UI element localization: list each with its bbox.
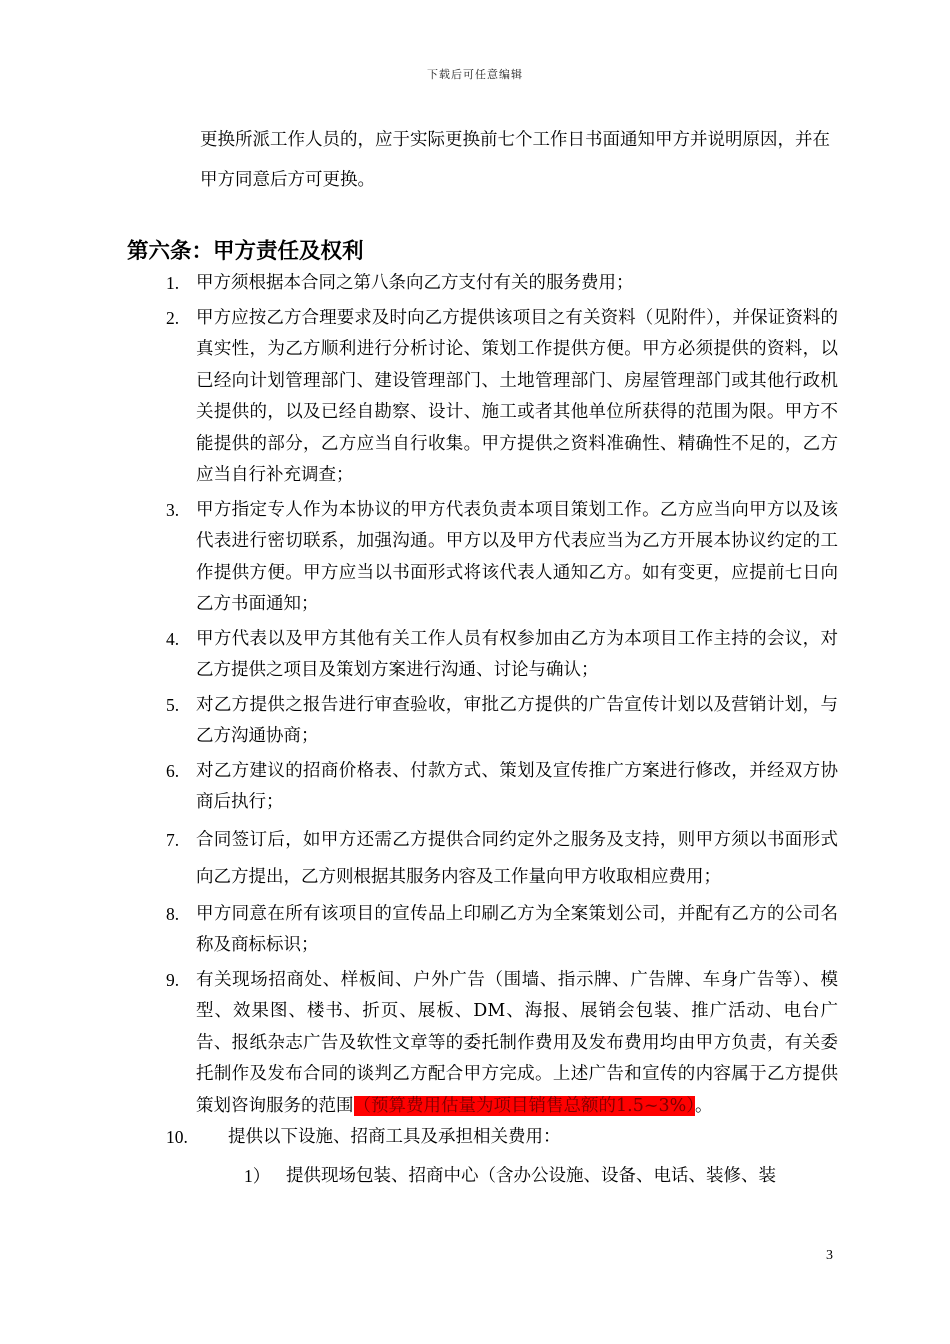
item-number: 3. xyxy=(166,499,180,520)
page-number: 3 xyxy=(826,1248,833,1263)
item-text: 甲方同意在所有该项目的宣传品上印刷乙方为全案策划公司，并配有乙方的公司名称及商标标识； xyxy=(196,903,838,955)
list-item xyxy=(0,965,838,1123)
item-number: 6. xyxy=(166,760,180,781)
item-number: 5. xyxy=(166,694,180,715)
item-text: 合同签订后，如甲方还需乙方提供合同约定外之服务及支持，则甲方须以书面形式向乙方提出，乙方则根据其服务内容及工作量向甲方收取相应费用； xyxy=(196,829,838,887)
item-number: 10. xyxy=(166,1127,188,1147)
item-text: 甲方指定专人作为本协议的甲方代表负责本项目策划工作。乙方应当向甲方以及该代表进行密切联系，加强沟通。甲方以及甲方代表应当为乙方开展本协议约定的工作提供方便。甲方应当以书面形式将该代表人通知乙方。如有变更，应提前七日向乙方书面通知； xyxy=(196,499,838,614)
item-number: 8. xyxy=(166,903,180,924)
item-text: 对乙方提供之报告进行审查验收，审批乙方提供的广告宣传计划以及营销计划，与乙方沟通协商； xyxy=(196,694,838,746)
list-item xyxy=(0,624,838,687)
page-header: 下载后可任意编辑 xyxy=(427,68,523,81)
list-item xyxy=(0,899,838,962)
list-item xyxy=(0,756,838,819)
item-number: 1. xyxy=(166,273,180,293)
sub-item-number: 1） xyxy=(244,1166,271,1186)
item-text: 提供以下设施、招商工具及承担相关费用： xyxy=(228,1127,561,1147)
item-text: 有关现场招商处、样板间、户外广告（围墙、指示牌、广告牌、车身广告等）、模型、效果图、楼书、折页、展板、DM、海报、展销会包装、推广活动、电台广告、报纸杂志广告及软性文章等的委托制作费用及发布费用均由甲方负责，有关委托制作及发布合同的谈判乙方配合甲方完成。上述广告和宣传的内容属于乙方提供策划咨询服务的范围 xyxy=(196,969,838,1116)
item-text-tail: 。 xyxy=(695,1095,713,1116)
item-number: 4. xyxy=(166,628,180,649)
list-item xyxy=(0,268,838,300)
item-text: 甲方应按乙方合理要求及时向乙方提供该项目之有关资料（见附件），并保证资料的真实性，为乙方顺利进行分析讨论、策划工作提供方便。甲方必须提供的资料，以已经向计划管理部门、建设管理部门、土地管理部门、房屋管理部门或其他行政机关提供的，以及已经自勘察、设计、施工或者其他单位所获得的范围为限。甲方不能提供的部分，乙方应当自行收集。甲方提供之资料准确性、精确性不足的，乙方应当自行补充调查； xyxy=(196,307,838,485)
list-item xyxy=(0,690,838,753)
item-number: 2. xyxy=(166,307,180,328)
item-text: 对乙方建议的招商价格表、付款方式、策划及宣传推广方案进行修改，并经双方协商后执行； xyxy=(196,760,838,812)
item-number: 9. xyxy=(166,969,180,990)
list-item xyxy=(0,495,838,621)
clause-list xyxy=(0,268,950,1125)
continuation-paragraph: 更换所派工作人员的，应于实际更换前七个工作日书面通知甲方并说明原因，并在甲方同意后方可更换。 xyxy=(200,130,830,190)
item-number: 7. xyxy=(166,829,180,850)
item-text: 甲方须根据本合同之第八条向乙方支付有关的服务费用； xyxy=(196,273,634,293)
list-item xyxy=(0,303,838,492)
budget-highlight: （预算费用估量为项目销售总额的1.5~3%） xyxy=(353,1095,696,1116)
sub-item-text: 提供现场包装、招商中心（含办公设施、设备、电话、装修、装 xyxy=(286,1166,776,1186)
section-heading: 第六条：甲方责任及权利 xyxy=(127,239,364,264)
list-item xyxy=(0,822,838,896)
item-text: 甲方代表以及甲方其他有关工作人员有权参加由乙方为本项目工作主持的会议，对乙方提供之项目及策划方案进行沟通、讨论与确认； xyxy=(196,628,838,680)
